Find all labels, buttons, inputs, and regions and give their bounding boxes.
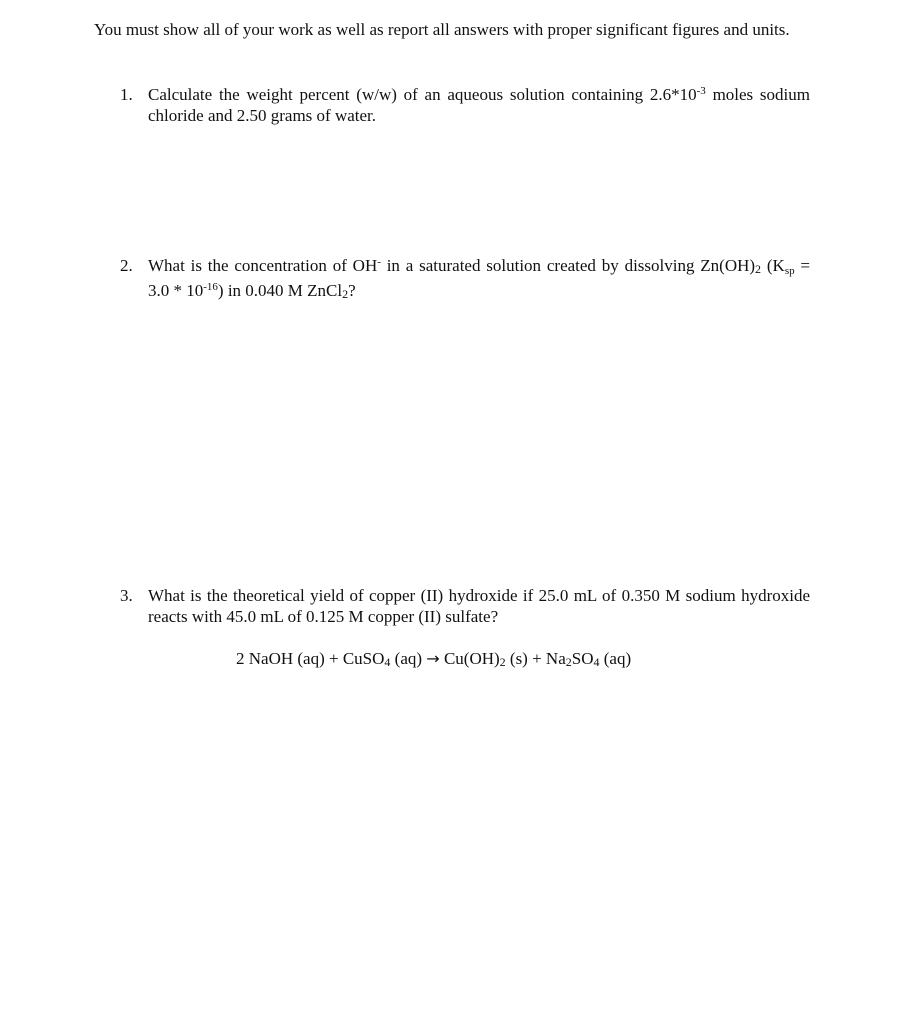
q2-subscript-zncl: 2 <box>342 287 349 301</box>
chemical-equation <box>236 648 631 673</box>
question-3 <box>120 585 810 627</box>
q2-text-part-a: What is the concentration of OH <box>148 256 378 275</box>
instructions-text: You must show all of your work as well as report all answers with proper significant figures and units. <box>94 20 790 39</box>
question-2 <box>120 255 810 305</box>
q2-hydroxide-charge: - <box>377 256 381 268</box>
equation-subscript-so4: 4 <box>593 655 600 669</box>
question-2-number: 2. <box>120 256 133 275</box>
q1-exponent: -3 <box>696 85 706 97</box>
q2-subscript-zn-oh: 2 <box>755 262 762 276</box>
equation-subscript-cuso4: 4 <box>384 655 391 669</box>
question-3-number: 3. <box>120 586 133 605</box>
equation-reactant-2: (aq) <box>390 649 427 668</box>
reaction-arrow-icon: → <box>426 649 440 668</box>
equation-product-3: SO <box>571 649 594 668</box>
question-1-text <box>148 84 810 126</box>
question-3-text: What is the theoretical yield of copper (II) hydroxide if 25.0 mL of 0.350 M sodium hydroxide reacts with 45.0 mL of 0.125 M copper (II) sulfate? <box>148 586 810 626</box>
q2-ksp-subscript: sp <box>784 265 795 277</box>
question-2-text <box>148 255 810 305</box>
question-1 <box>120 84 810 126</box>
q2-text-part-d: = 3.0 * 10 <box>148 256 810 300</box>
q2-text-part-b: in a saturated solution created by dissolving Zn(OH) <box>380 256 756 275</box>
equation-subscript-na2: 2 <box>565 655 572 669</box>
equation-product-1: Cu(OH) <box>439 649 500 668</box>
q2-text-part-c: (K <box>761 256 785 275</box>
question-1-number: 1. <box>120 85 133 104</box>
equation-reactant-1: 2 NaOH (aq) + CuSO <box>236 649 385 668</box>
equation-product-2: (s) + Na <box>505 649 566 668</box>
equation-product-4: (aq) <box>599 649 632 668</box>
q2-exponent: -16 <box>203 281 218 293</box>
q2-text-part-e: ) in 0.040 M ZnCl <box>217 281 343 300</box>
q2-text-part-f: ? <box>348 281 356 300</box>
q1-text-part-a: Calculate the weight percent (w/w) of an aqueous solution containing 2.6*10 <box>148 85 697 104</box>
q1-text-part-b: moles sodium chloride and 2.50 grams of water. <box>148 85 810 125</box>
equation-subscript-cuoh2: 2 <box>499 655 506 669</box>
